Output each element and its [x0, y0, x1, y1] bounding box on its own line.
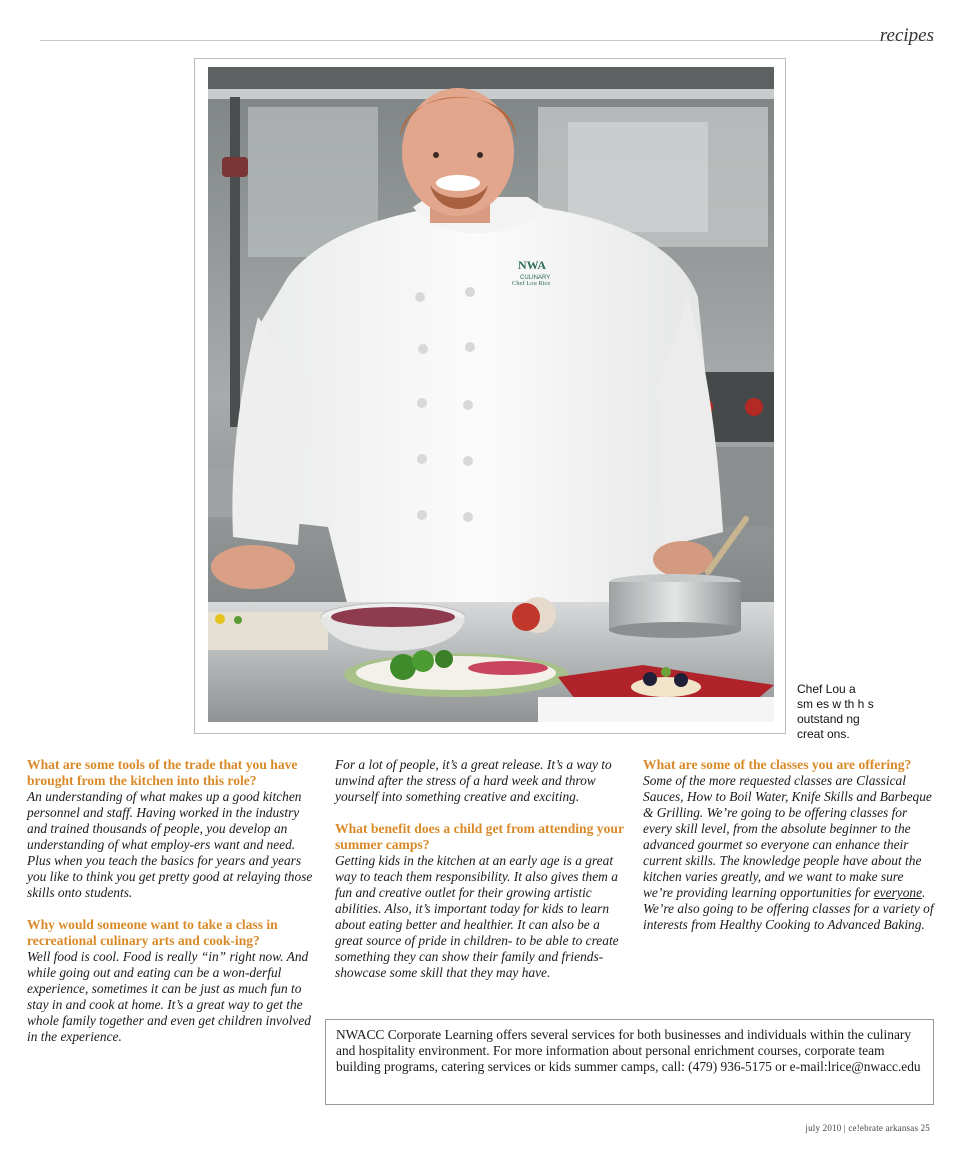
answer-text: An understanding of what makes up a good kitchen personnel and staff. Having worked in the industry and trained thousands of people, you develop an understanding of what employ-ers want and need. Plus when you teach the basics for years and years you like to think you get pretty good at relaying those skills onto students.: [27, 789, 313, 900]
info-box-text: NWACC Corporate Learning offers several services for both businesses and individuals within the culinary and hospitality environment. For more information about personal enrichment courses, corporate team building programs, catering services or kids summer camps, call: (479) 936-5175 or e-mail:lrice@nwacc.edu: [336, 1027, 921, 1074]
jacket-logo: NWA: [518, 258, 547, 272]
question-heading: What benefit does a child get from attending your summer camps?: [335, 821, 624, 852]
article-column-1: [27, 757, 321, 1045]
question-heading: What are some tools of the trade that you have brought from the kitchen into this role?: [27, 757, 298, 788]
answer-text-part: Some of the more requested classes are Classical Sauces, How to Boil Water, Knife Skills and Barbeque & Grilling. We’re going to be offering classes for every skill level, from the absolute beginner to the advanced gourmet so everyone can enhance their current skills. The knowledge people have about the kitchen varies greatly, and we want to make sure we’re providing learning opportunities for: [643, 773, 932, 900]
page-footer: july 2010 | ce!ebrate arkansas 25: [805, 1123, 930, 1133]
caption-line: outstand ng: [797, 712, 860, 726]
answer-text: Getting kids in the kitchen at an early age is a great way to teach them responsibility. It also gives them a fun and creative outlet for their growing artistic abilities. Also, it’s important today for kids to learn about eating better and healthier. It can also be a great source of pride in children- to be able to create something they can show their family and friends- showcase some skill that they may have.: [335, 853, 619, 980]
caption-line: sm es w th h s: [797, 697, 874, 711]
chef-photo: [208, 67, 774, 722]
jacket-logo-sub: CULINARY: [520, 275, 551, 281]
underlined-word: everyone: [873, 885, 923, 900]
answer-text: [643, 773, 936, 933]
section-label: recipes: [879, 25, 934, 46]
header-rule: [40, 40, 934, 41]
answer-text: For a lot of people, it’s a great release. It’s a way to unwind after the stress of a hard week and throw yourself into something creative and exciting.: [335, 757, 612, 804]
jacket-name: Chef Lou Rice: [512, 280, 551, 287]
question-heading: What are some of the classes you are offering?: [643, 757, 912, 772]
article-column-3: [643, 757, 936, 933]
question-heading: Why would someone want to take a class in recreational culinary arts and cook-ing?: [27, 917, 278, 948]
corporate-learning-info-box: [325, 1019, 934, 1105]
answer-text: Well food is cool. Food is really “in” right now. And while going out and eating can be a won-derful experience, sometimes it can be just as much fun to stay in and cook at home. It’s a great way to get the whole family together and even get children involved in the experience.: [27, 949, 311, 1044]
answer-text-part: . We’re also going to be offering classes for a variety of interests from Healthy Cooking to Advanced Baking.: [643, 885, 934, 932]
photo-caption: [797, 682, 897, 742]
article-column-2: [335, 757, 628, 981]
caption-line: Chef Lou a: [797, 682, 856, 696]
caption-line: creat ons.: [797, 727, 850, 741]
